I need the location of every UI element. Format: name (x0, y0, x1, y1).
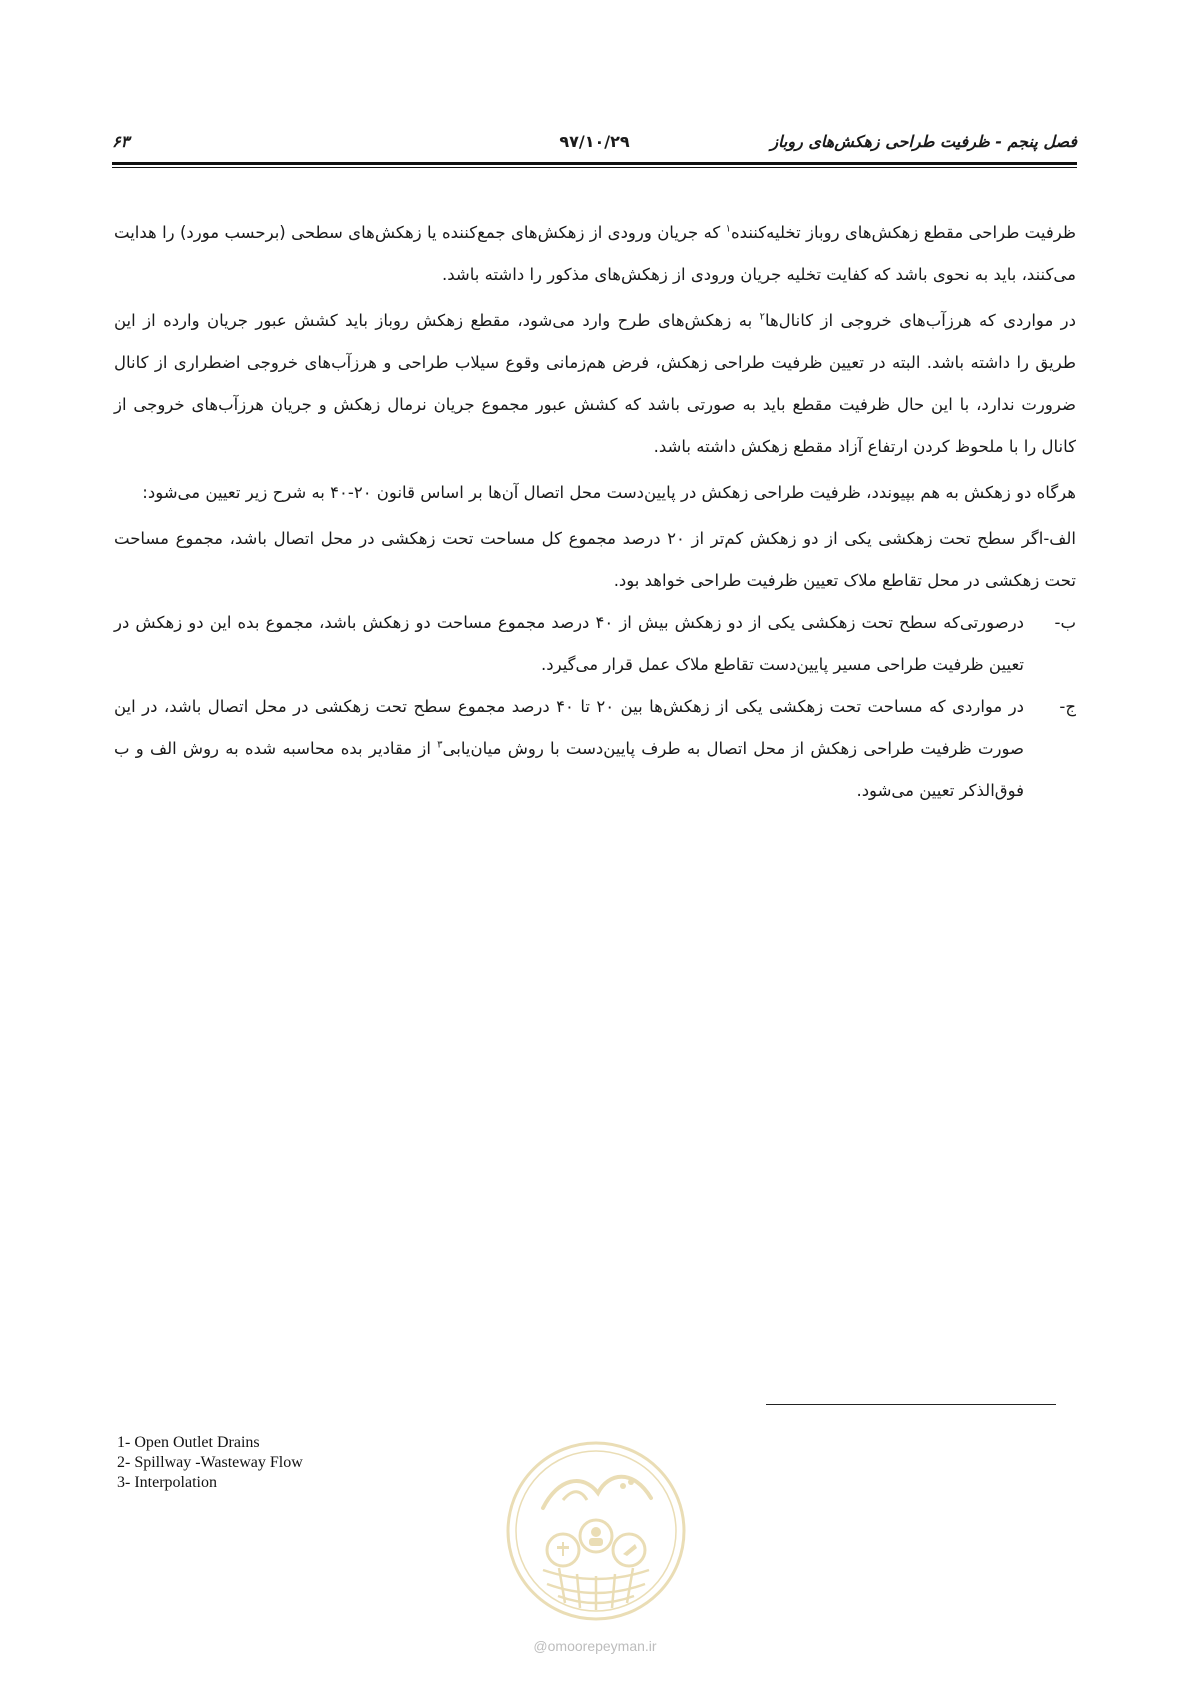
list-text-be: درصورتی‌که سطح تحت زهکشی یکی از دو زهکش بیش از ۴۰ درصد مجموع مساحت دو زهکش باشد، مجموع بده این دو زهکش در تعیین ظرفیت طراحی مسیر پایین‌دست تقاطع ملاک عمل قرار می‌گیرد. (114, 613, 1025, 674)
paragraph-3: هرگاه دو زهکش به هم بپیوندد، ظرفیت طراحی زهکش در پایین‌دست محل اتصال آن‌ها بر اساس قانون ۲۰-۴۰ به شرح زیر تعیین می‌شود: (142, 483, 1076, 502)
paragraph-1 (114, 212, 1076, 296)
list-item-alef (114, 518, 1076, 602)
list-text-jim-b: از مقادیر بده محاسبه شده به روش الف و ب فوق‌الذکر تعیین می‌شود. (114, 739, 1024, 800)
page-number: ۶۳ (112, 132, 130, 151)
list-marker-be: ب- (1054, 613, 1076, 632)
footnotes (117, 1433, 303, 1493)
footnote-ref-3: ۳ (437, 739, 443, 751)
paragraph-1-text-b: که جریان ورودی از زهکش‌های جمع‌کننده یا زهکش‌های سطحی (برحسب مورد) را هدایت می‌کنند، باید به نحوی باشد که کفایت تخلیه جریان ورودی از زهکش‌های مذکور را داشته باشد. (114, 223, 1076, 284)
paragraph-2 (114, 300, 1076, 468)
header-rule (112, 162, 1077, 168)
paragraph-2-text-b: به زهکش‌های طرح وارد می‌شود، مقطع زهکش روباز باید کشش عبور جریان وارده از این طریق را داشته باشد. البته در تعیین ظرفیت طراحی زهکش، فرض هم‌زمانی وقوع سیلاب طراحی و هرزآب‌های خروجی اضطراری از کانال ضرورت ندارد، با این حال ظرفیت مقطع باید به صورتی باشد که کشش عبور مجموع جریان نرمال زهکش و جریان هرزآب‌های خروجی از کانال را با ملحوظ کردن ارتفاع آزاد مقطع زهکش داشته باشد. (114, 311, 1076, 456)
footnote-1: 1- Open Outlet Drains (117, 1434, 260, 1451)
list-item-be (114, 602, 1076, 686)
list-marker-jim: ج- (1059, 697, 1076, 716)
chapter-title: فصل پنجم - ظرفیت طراحی زهکش‌های روباز (770, 132, 1077, 151)
footnote-3: 3- Interpolation (117, 1474, 217, 1491)
footnote-2: 2- Spillway -Wasteway Flow (117, 1454, 303, 1471)
list-marker-alef: الف- (1043, 529, 1076, 548)
paragraph-1-text-a: ظرفیت طراحی مقطع زهکش‌های روباز تخلیه‌کننده (731, 223, 1076, 242)
paragraph-2-text-a: در مواردی که هرزآب‌های خروجی از کانال‌ها (764, 311, 1076, 330)
footnote-ref-2: ۲ (759, 311, 765, 323)
body-text (114, 212, 1076, 812)
list-text-alef: اگر سطح تحت زهکشی یکی از دو زهکش کم‌تر از ۲۰ درصد مجموع کل مساحت تحت زهکشی در محل اتصال باشد، مجموع مساحت تحت زهکشی در محل تقاطع ملاک تعیین ظرفیت طراحی خواهد بود. (114, 529, 1076, 590)
watermark-logo-icon (503, 1438, 689, 1624)
footnote-rule (766, 1404, 1056, 1405)
watermark-url: @omoorepeyman.ir (533, 1638, 657, 1654)
rule-list (114, 518, 1076, 812)
list-item-jim (114, 686, 1076, 812)
footnote-ref-1: ۱ (725, 223, 732, 235)
header-date: ۹۷/۱۰/۲۹ (559, 132, 630, 151)
list-text-jim-a: در مواردی که مساحت تحت زهکشی یکی از زهکش‌ها بین ۲۰ تا ۴۰ درصد مجموع سطح تحت زهکشی در محل اتصال باشد، در این صورت ظرفیت طراحی زهکش از محل اتصال به طرف پایین‌دست با روش میان‌یابی (114, 697, 1025, 758)
page-header (112, 130, 1077, 156)
